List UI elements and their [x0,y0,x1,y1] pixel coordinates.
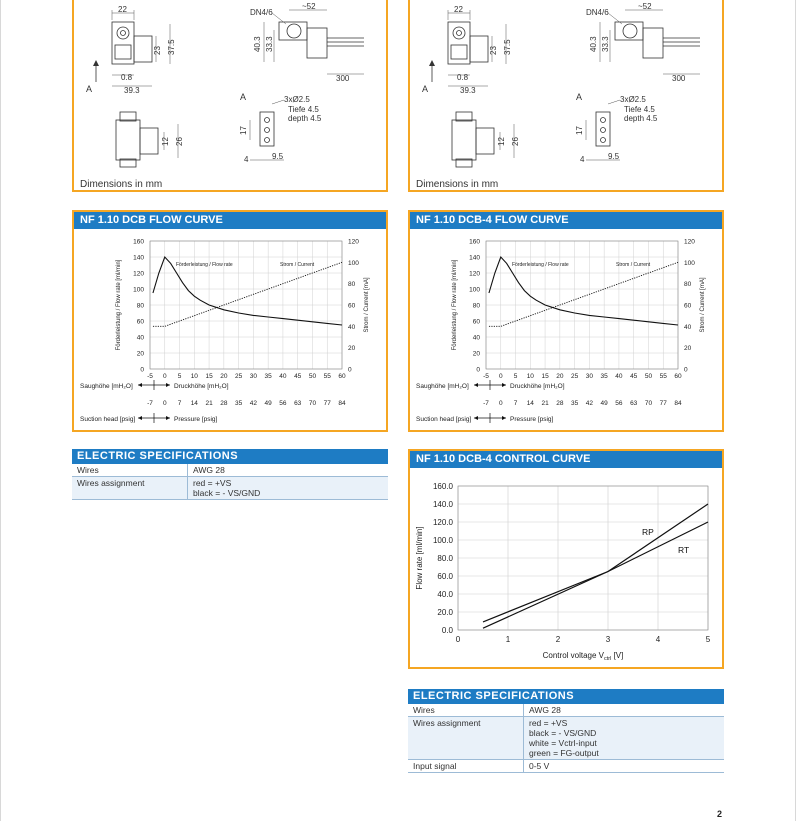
side-port [623,24,637,38]
flow-curve-panel-right [408,210,724,432]
flow-right-x-tick: 10 [526,373,534,380]
flow-right-row1-right: Druckhöhe [mH₂O] [510,383,565,390]
flow-left-row2-arrow-right [166,416,170,420]
flow-left-row2-right: Pressure [psig] [174,416,218,423]
spec-left-row [72,477,388,500]
flow-right-y-tick: 0 [476,366,480,374]
mount-hole [265,128,270,133]
dim-text: 17 [239,126,248,135]
flow-right-row2-arrow-right [502,416,506,420]
spec-right-value [524,760,725,773]
flow-left-y-tick: 160 [133,238,144,246]
flow-left-y-tick: 0 [140,366,144,374]
spec-left-key: Wires [72,464,188,477]
dim-text: Tiefe 4.5 [624,105,655,114]
dim-text: 23 [489,46,498,55]
dim-text: 300 [336,74,350,83]
spec-left-key: Wires assignment [72,477,188,500]
dim-text: 12 [497,137,506,146]
flow-left-x2-tick: -7 [147,400,153,407]
flow-left-y-tick: 40 [136,334,144,342]
flow-left-x2-tick: 84 [338,400,346,407]
flow-right-x2-tick: 77 [659,400,667,407]
control-x-tick: 0 [455,635,461,644]
dim-text: 0.8 [457,73,469,82]
port-circle [117,27,129,39]
control-x-tick: 1 [505,635,511,644]
flow-curve-title-right: NF 1.10 DCB-4 FLOW CURVE [410,212,722,229]
spec-right-key: Wires assignment [408,717,524,760]
flow-right-x-tick: 15 [541,373,549,380]
coil-front [470,36,488,62]
flow-left-legend-flow: Förderleistung / Flow rate [176,262,233,268]
flow-left-y2-tick: 0 [348,366,352,374]
flow-right-x2-tick: 56 [615,400,623,407]
dim-text: depth 4.5 [624,114,658,123]
flow-curve-panel-left [72,210,388,432]
flow-right-y2-tick: 100 [684,259,695,267]
mount-hole [265,118,270,123]
spec-left-row [72,464,388,477]
bottom-body [116,120,140,160]
flow-left-x-tick: 60 [338,373,346,380]
flow-right-x-tick: 55 [659,373,667,380]
spec-right-value [524,704,725,717]
spec-left-value [188,477,389,500]
flow-right-x2-tick: 63 [630,400,638,407]
control-curve-panel [408,449,724,669]
side-port [287,24,301,38]
flow-left-row1-left: Saughöhe [mH₂O] [80,383,133,390]
flow-left-row1-arrow-left [138,383,142,387]
control-y-tick: 0.0 [441,626,453,635]
dimensions-caption-left: Dimensions in mm [80,179,163,190]
dim-text: 37.5 [167,39,176,55]
flow-right-y2-tick: 40 [684,323,692,331]
flow-right-x2-tick: 35 [570,400,579,407]
flow-left-x2-tick: 14 [190,400,198,407]
flow-right-x-tick: 60 [674,373,682,380]
view-label: A [240,92,247,102]
spec-right-value-line: 0-5 V [529,761,550,771]
arrow-a-head [429,60,435,66]
control-y-tick: 20.0 [437,608,453,617]
dim-text: 12 [161,137,170,146]
dim-text: 39.3 [460,86,476,95]
flow-right-x-tick: -5 [483,373,489,380]
dim-text: 4 [244,155,249,164]
dim-text: 40.3 [253,36,262,52]
dim-text: Tiefe 4.5 [288,105,319,114]
electric-specs-table-right [408,704,724,773]
control-curve-chart [410,468,722,666]
dim-text: 3xØ2.5 [620,95,646,104]
dim-text: 39.3 [124,86,140,95]
flow-right-y2-tick: 80 [684,281,692,289]
dim-text: 37.5 [503,39,512,55]
flow-left-x2-tick: 0 [162,400,167,407]
dim-text: 33.3 [601,36,610,52]
view-label: A [422,84,429,94]
dim-text: 26 [511,137,520,146]
flow-left-y2-tick: 120 [348,238,359,246]
electric-specs-title-left: ELECTRIC SPECIFICATIONS [72,449,388,464]
flow-right-x-tick: 40 [615,373,623,380]
control-y-tick: 80.0 [437,554,453,563]
spec-right-row [408,760,724,773]
control-y-tick: 100.0 [432,536,453,545]
spec-left-value [188,464,389,477]
flow-left-y-tick: 60 [136,318,144,326]
flow-left-y2-tick: 20 [348,345,356,353]
flow-right-x2-tick: 7 [513,400,518,407]
control-y-label: Flow rate [ml/min] [415,526,424,590]
flow-right-x-tick: 50 [644,373,653,380]
flow-right-x2-tick: 0 [498,400,503,407]
flow-right-y-tick: 120 [469,270,480,278]
dim-text: 40.3 [589,36,598,52]
control-x-label-sub: ctrl [604,656,612,662]
port-circle-inner [457,31,462,36]
mount-hole [601,118,606,123]
flow-left-row1-right: Druckhöhe [mH₂O] [174,383,229,390]
spec-right-key: Input signal [408,760,524,773]
flow-left-y2-tick: 40 [348,323,356,331]
flow-left-current-line [153,262,342,326]
flow-left-y2-label: Strom / Current [mA] [364,277,370,333]
flow-right-x2-tick: 28 [556,400,564,407]
spec-right-value [524,717,725,760]
flow-left-x2-tick: 21 [205,400,213,407]
flow-right-x2-tick: 42 [585,400,594,407]
dimension-drawing-right [410,0,722,172]
spec-left-value-line: black = - VS/GND [193,488,261,498]
flow-left-row1-arrow-right [166,383,170,387]
control-y-tick: 40.0 [437,590,453,599]
flow-right-row1-arrow-left [474,383,478,387]
leader-line [608,100,620,104]
flow-right-x2-tick: 70 [644,400,653,407]
control-series-rp [483,504,708,628]
flow-right-y-tick: 20 [472,350,480,358]
flow-left-x-tick: 25 [234,373,243,380]
flow-right-y-tick: 60 [472,318,480,326]
bottom-body [452,120,476,160]
spec-right-value-line: green = FG-output [529,748,599,758]
bottom-coil [140,128,158,154]
dim-text: ~52 [638,2,652,11]
spec-right-value-line: white = Vctrl-input [529,738,597,748]
flow-right-x-tick: 45 [630,373,638,380]
flow-left-x-tick: 0 [162,373,167,380]
view-a-body [596,112,610,146]
dim-text: 22 [454,5,463,14]
flow-right-x-tick: 0 [498,373,503,380]
page-number: 2 [716,809,722,819]
flow-right-y-tick: 140 [469,254,480,262]
flow-right-y-tick: 40 [472,334,480,342]
spec-right-key: Wires [408,704,524,717]
spec-right-row [408,704,724,717]
flow-left-y-label: Förderleistung / Flow rate [ml/min] [116,259,122,351]
flow-right-y2-label: Strom / Current [mA] [700,277,706,333]
dim-text: depth 4.5 [288,114,322,123]
side-coil [307,28,327,58]
view-label: A [576,92,583,102]
flow-left-x2-tick: 7 [177,400,182,407]
control-x-tick: 3 [605,635,611,644]
flow-right-x2-tick: 21 [541,400,549,407]
mount-hole [265,138,270,143]
arrow-a-head [93,60,99,66]
view-a-body [260,112,274,146]
flow-left-row2-arrow-left [138,416,142,420]
port-circle [453,27,465,39]
flow-right-row1-arrow-right [502,383,506,387]
flow-left-row2-left: Suction head [psig] [80,416,136,423]
flow-curve-chart-left [74,229,386,429]
flow-left-y-tick: 80 [136,302,144,310]
flow-left-x-tick: 15 [205,373,213,380]
flow-right-legend-flow: Förderleistung / Flow rate [512,262,569,268]
spec-right-value-line: black = - VS/GND [529,728,597,738]
flow-left-y2-tick: 60 [348,302,356,310]
flow-left-x-tick: 50 [308,373,317,380]
flow-left-legend-current: Strom / Current [280,262,315,268]
flow-left-y2-tick: 100 [348,259,359,267]
control-y-tick: 60.0 [437,572,453,581]
flow-right-y-label: Förderleistung / Flow rate [ml/min] [452,259,458,351]
flow-right-x2-tick: -7 [483,400,489,407]
flow-right-x-tick: 5 [513,373,518,380]
spec-right-row [408,717,724,760]
dim-text: 3xØ2.5 [284,95,310,104]
control-y-tick: 120.0 [432,518,453,527]
spec-right-value-line: AWG 28 [529,705,561,715]
flow-right-x2-tick: 84 [674,400,682,407]
flow-left-y2-tick: 80 [348,281,356,289]
flow-left-x2-tick: 42 [249,400,258,407]
control-x-label-unit: [V] [611,651,624,660]
flow-right-x-tick: 35 [600,373,608,380]
control-x-label [543,651,624,662]
control-series-rt [483,522,708,622]
dim-text: 9.5 [272,152,284,161]
bottom-coil [476,128,494,154]
flow-left-y-tick: 140 [133,254,144,262]
control-curve-title: NF 1.10 DCB-4 CONTROL CURVE [410,451,722,468]
port-circle-inner [121,31,126,36]
dim-text: DN4/6 [250,8,273,17]
flow-left-x-tick: 20 [220,373,228,380]
flow-left-x-tick: 30 [249,373,258,380]
flow-right-legend-current: Strom / Current [616,262,651,268]
control-y-tick: 160.0 [432,482,453,491]
view-label: A [86,84,93,94]
control-x-label-main: Control voltage V [542,651,605,660]
flow-left-x2-tick: 49 [264,400,272,407]
flow-left-x2-tick: 77 [323,400,331,407]
control-series-label-rt: RT [678,545,690,555]
flow-left-x-tick: 35 [264,373,272,380]
flow-left-x-tick: -5 [147,373,153,380]
flow-left-y-tick: 100 [133,286,144,294]
dim-text: 0.8 [121,73,133,82]
flow-right-y2-tick: 120 [684,238,695,246]
electric-specs-table-left [72,464,388,500]
dim-text: 17 [575,126,584,135]
flow-left-y-tick: 20 [136,350,144,358]
control-x-tick: 4 [655,635,661,644]
label-plate [451,45,467,59]
flow-right-y-tick: 100 [469,286,480,294]
flow-right-x-tick: 20 [556,373,564,380]
flow-left-x2-tick: 56 [279,400,287,407]
dim-text: DN4/6 [586,8,609,17]
flow-right-row2-arrow-left [474,416,478,420]
flow-left-y-tick: 120 [133,270,144,278]
flow-left-x-tick: 45 [294,373,302,380]
side-body [615,22,643,40]
dimension-drawing-left [74,0,386,172]
side-body [279,22,307,40]
flow-right-y2-tick: 60 [684,302,692,310]
flow-left-x-tick: 10 [190,373,198,380]
side-coil [643,28,663,58]
spec-right-value-line: red = +VS [529,718,568,728]
mount-hole [601,128,606,133]
flow-left-x-tick: 5 [177,373,182,380]
control-x-tick: 5 [705,635,711,644]
flow-left-x2-tick: 63 [294,400,302,407]
flow-left-x-tick: 40 [279,373,287,380]
flow-right-row1-left: Saughöhe [mH₂O] [416,383,469,390]
flow-curve-title-left: NF 1.10 DCB FLOW CURVE [74,212,386,229]
flow-right-x2-tick: 14 [526,400,534,407]
spec-left-value-line: AWG 28 [193,465,225,475]
mount-hole [601,138,606,143]
dim-text: 22 [118,5,127,14]
flow-right-x-tick: 25 [570,373,579,380]
dim-text: 4 [580,155,585,164]
flow-right-row2-right: Pressure [psig] [510,416,554,423]
flow-right-y2-tick: 20 [684,345,692,353]
control-x-tick: 2 [555,635,561,644]
flow-right-row2-left: Suction head [psig] [416,416,472,423]
dim-text: 9.5 [608,152,620,161]
flow-curve-chart-right [410,229,722,429]
flow-right-y2-tick: 0 [684,366,688,374]
dim-text: ~52 [302,2,316,11]
flow-right-x2-tick: 49 [600,400,608,407]
leader-line [272,100,284,104]
dim-text: 23 [153,46,162,55]
dim-text: 33.3 [265,36,274,52]
control-y-tick: 140.0 [432,500,453,509]
drawing-panel-right [408,0,724,192]
drawing-panel-left [72,0,388,192]
flow-right-x-tick: 30 [585,373,594,380]
flow-right-y-tick: 160 [469,238,480,246]
dimensions-caption-right: Dimensions in mm [416,179,499,190]
flow-left-x2-tick: 28 [220,400,228,407]
flow-left-x2-tick: 35 [234,400,243,407]
flow-left-x-tick: 55 [323,373,331,380]
electric-specs-title-right: ELECTRIC SPECIFICATIONS [408,689,724,704]
dim-text: 26 [175,137,184,146]
control-series-label-rp: RP [642,527,654,537]
label-plate [115,45,131,59]
flow-right-current-line [489,262,678,326]
flow-right-y-tick: 80 [472,302,480,310]
coil-front [134,36,152,62]
dim-text: 300 [672,74,686,83]
spec-left-value-line: red = +VS [193,478,232,488]
flow-left-x2-tick: 70 [308,400,317,407]
